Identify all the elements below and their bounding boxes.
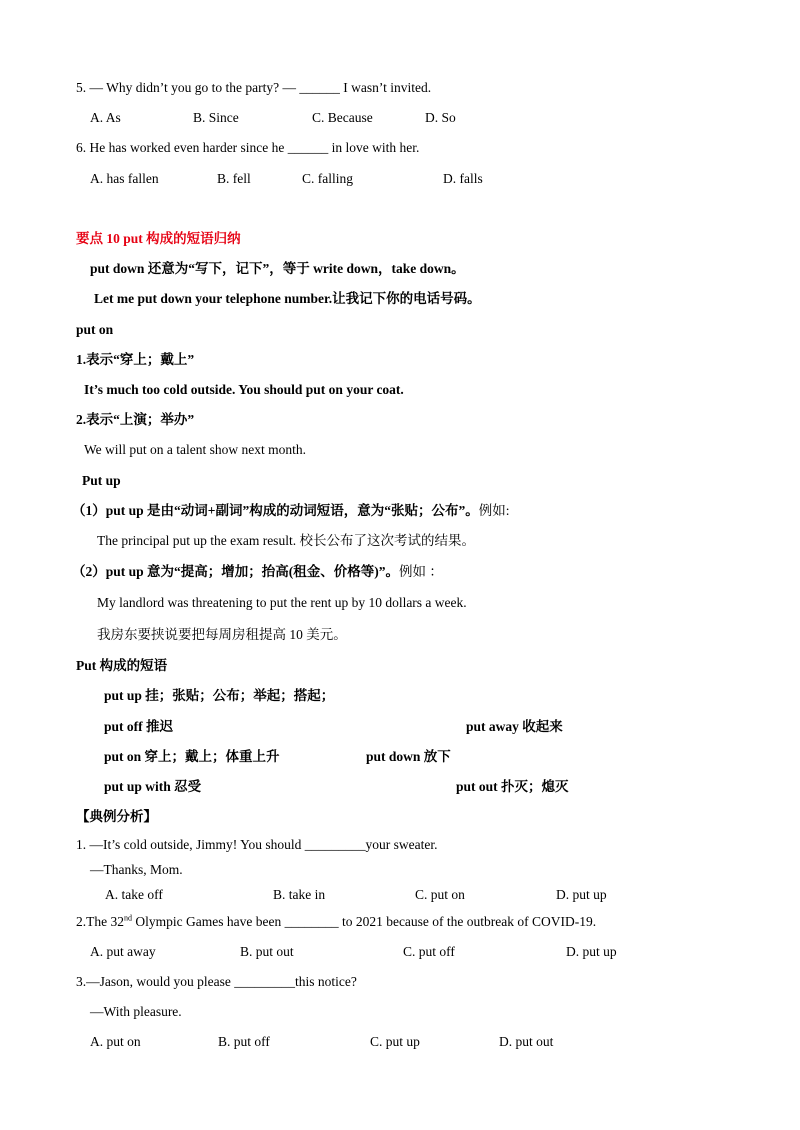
puton-heading: put on	[76, 322, 114, 337]
putup-meaning-2-label: （2）put up 意为“提高；增加；抬高(租金、价格等)”。	[72, 564, 400, 579]
puton-example-1: It’s much too cold outside. You should put on your coat.	[84, 382, 404, 397]
putup-example-1: The principal put up the exam result. 校长公布了这次考试的结果。	[97, 533, 475, 548]
puton-meaning-1: 1.表示“穿上；戴上”	[76, 352, 195, 367]
putup-meaning-1-tail: 例如:	[478, 503, 510, 518]
e1-option-c: C. put on	[415, 887, 465, 902]
putup-heading: Put up	[82, 473, 121, 488]
putup-meaning-2	[72, 563, 443, 581]
e2-option-d: D. put up	[566, 944, 617, 959]
q5-option-a: A. As	[90, 110, 121, 125]
e1-option-a: A. take off	[105, 887, 163, 902]
example-2-superscript: nd	[124, 913, 132, 923]
putdown-definition: put down 还意为“写下，记下”，等于 write down，take down。	[90, 261, 465, 276]
question-5-stem: 5. — Why didn’t you go to the party? — ______ I wasn’t invited.	[76, 80, 432, 95]
phrase-put-out: put out 扑灭；熄灭	[456, 779, 569, 794]
question-6-stem: 6. He has worked even harder since he ______ in love with her.	[76, 140, 420, 155]
example-1-reply: —Thanks, Mom.	[90, 862, 183, 877]
phrase-put-away: put away 收起来	[466, 719, 563, 734]
e2-option-a: A. put away	[90, 944, 156, 959]
e2-option-b: B. put out	[240, 944, 294, 959]
putup-example-2: My landlord was threatening to put the rent up by 10 dollars a week.	[97, 595, 467, 610]
e3-option-c: C. put up	[370, 1034, 420, 1049]
e1-option-b: B. take in	[273, 887, 326, 902]
e2-option-c: C. put off	[403, 944, 455, 959]
puton-meaning-2: 2.表示“上演；举办”	[76, 412, 195, 427]
q6-option-b: B. fell	[217, 171, 251, 186]
e1-option-d: D. put up	[556, 887, 607, 902]
phrase-put-on: put on 穿上；戴上；体重上升	[104, 749, 280, 764]
q6-option-d: D. falls	[443, 171, 483, 186]
putup-meaning-1	[72, 502, 510, 520]
example-2-stem-end: Olympic Games have been ________ to 2021 because of the outbreak of COVID-19.	[132, 914, 597, 929]
example-3-stem: 3.—Jason, would you please _________this notice?	[76, 974, 357, 989]
example-1-stem: 1. —It’s cold outside, Jimmy! You should _________your sweater.	[76, 837, 438, 852]
putup-meaning-1-label: （1）put up 是由“动词+副词”构成的动词短语，意为“张贴；公布”。	[72, 503, 479, 518]
e3-option-d: D. put out	[499, 1034, 554, 1049]
phrases-heading: Put 构成的短语	[76, 658, 168, 673]
putup-example-2-translation: 我房东要挟说要把每周房租提高 10 美元。	[97, 627, 347, 642]
e3-option-b: B. put off	[218, 1034, 270, 1049]
example-2-stem-start: 2.The 32	[76, 914, 124, 929]
q5-option-b: B. Since	[193, 110, 239, 125]
putdown-example: Let me put down your telephone number.让我记下你的电话号码。	[94, 291, 481, 306]
q5-option-c: C. Because	[312, 110, 373, 125]
examples-heading: 【典例分析】	[76, 809, 157, 824]
q5-option-d: D. So	[425, 110, 456, 125]
section-title: 要点 10 put 构成的短语归纳	[76, 231, 241, 246]
phrase-put-up: put up 挂；张贴；公布；举起；搭起；	[104, 688, 335, 703]
q6-option-c: C. falling	[302, 171, 353, 186]
example-2-stem	[76, 913, 596, 931]
example-3-reply: —With pleasure.	[90, 1004, 182, 1019]
puton-example-2: We will put on a talent show next month.	[84, 442, 307, 457]
e3-option-a: A. put on	[90, 1034, 141, 1049]
q6-option-a: A. has fallen	[90, 171, 159, 186]
putup-meaning-2-tail: 例如 ：	[399, 564, 443, 579]
phrase-put-down: put down 放下	[366, 749, 451, 764]
phrase-put-up-with: put up with 忍受	[104, 779, 202, 794]
phrase-put-off: put off 推迟	[104, 719, 174, 734]
